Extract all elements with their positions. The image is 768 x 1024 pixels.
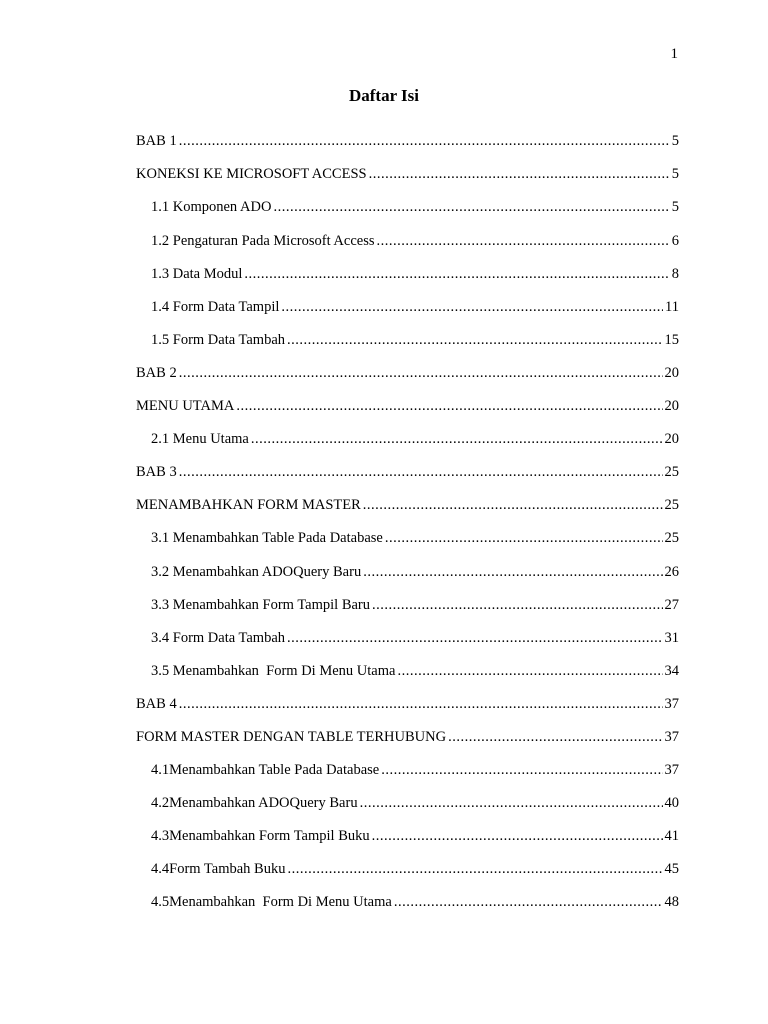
toc-entry-label: Menambahkan Form Tampil Buku xyxy=(169,828,370,845)
toc-entry-label: Menambahkan Form Di Menu Utama xyxy=(169,894,392,911)
toc-entry-label: 1.2 Pengaturan Pada Microsoft Access xyxy=(151,232,375,249)
toc-dot-leader xyxy=(372,598,662,613)
toc-entry[interactable] xyxy=(136,390,679,423)
toc-entry-page: 48 xyxy=(664,894,679,911)
toc-entry-label: 3.3 Menambahkan Form Tampil Baru xyxy=(151,596,371,613)
toc-entry-page: 31 xyxy=(664,629,679,646)
toc-entry[interactable] xyxy=(136,489,679,522)
toc-entry-page: 34 xyxy=(664,662,679,679)
toc-entry-label: 3.4 Form Data Tambah xyxy=(151,629,286,646)
toc-entry-page: 20 xyxy=(664,398,679,415)
toc-dot-leader xyxy=(179,366,663,381)
toc-dot-leader xyxy=(273,200,669,215)
toc-entry-page: 20 xyxy=(664,431,679,448)
toc-entry-label: Menambahkan ADOQuery Baru xyxy=(169,795,358,812)
toc-dot-leader xyxy=(244,267,669,282)
toc-entry-label: KONEKSI KE MICROSOFT ACCESS xyxy=(136,166,367,183)
toc-dot-leader xyxy=(287,631,662,646)
toc-dot-leader xyxy=(377,234,670,249)
toc-entry-page: 5 xyxy=(671,199,679,216)
toc-entry[interactable] xyxy=(136,787,679,820)
toc-entry-page: 5 xyxy=(671,166,679,183)
toc-dot-leader xyxy=(369,167,670,182)
toc-entry-number: 4.2 xyxy=(151,795,170,812)
toc-entry-label: 3.2 Menambahkan ADOQuery Baru xyxy=(151,563,362,580)
toc-dot-leader xyxy=(363,565,662,580)
toc-dot-leader xyxy=(397,664,662,679)
toc-entry-label: 1.3 Data Modul xyxy=(151,265,243,282)
page-number: 1 xyxy=(670,46,678,62)
toc-entry-label: 3.5 Menambahkan Form Di Menu Utama xyxy=(151,662,396,679)
toc-entry[interactable] xyxy=(136,853,679,886)
toc-entry-label: BAB 4 xyxy=(136,695,177,712)
toc-entry-label: 3.1 Menambahkan Table Pada Database xyxy=(151,530,383,547)
toc-dot-leader xyxy=(251,432,663,447)
toc-entry-page: 15 xyxy=(664,331,679,348)
toc-entry-label: BAB 2 xyxy=(136,364,177,381)
toc-entry[interactable] xyxy=(136,555,679,588)
toc-entry[interactable] xyxy=(136,688,679,721)
page-title: Daftar Isi xyxy=(348,86,420,105)
toc-entry-label: BAB 3 xyxy=(136,464,177,481)
toc-entry-page: 25 xyxy=(664,497,679,514)
toc-entry-page: 41 xyxy=(664,828,679,845)
toc-entry[interactable] xyxy=(136,257,679,290)
toc-entry[interactable] xyxy=(136,655,679,688)
toc-entry[interactable] xyxy=(136,423,679,456)
toc-dot-leader xyxy=(179,465,663,480)
toc-entry-page: 40 xyxy=(664,795,679,812)
toc-dot-leader xyxy=(360,796,663,811)
toc-dot-leader xyxy=(281,300,663,315)
toc-dot-leader xyxy=(448,730,662,745)
toc-dot-leader xyxy=(179,134,670,149)
toc-dot-leader xyxy=(381,763,662,778)
toc-entry-label: 1.5 Form Data Tambah xyxy=(151,331,286,348)
toc-entry[interactable] xyxy=(136,125,679,158)
toc-entry-page: 20 xyxy=(664,364,679,381)
toc-entry-label: BAB 1 xyxy=(136,133,177,150)
toc-entry-number: 4.5 xyxy=(151,894,170,911)
toc-entry-number: 4.3 xyxy=(151,828,170,845)
toc-entry-label: Form Tambah Buku xyxy=(169,861,286,878)
toc-entry[interactable] xyxy=(136,820,679,853)
toc-entry-label: 1.4 Form Data Tampil xyxy=(151,298,280,315)
toc-entry-label: Menambahkan Table Pada Database xyxy=(169,762,380,779)
toc-entry[interactable] xyxy=(136,324,679,357)
toc-entry[interactable] xyxy=(136,191,679,224)
toc-dot-leader xyxy=(287,862,662,877)
toc-dot-leader xyxy=(179,697,663,712)
toc-entry-label: FORM MASTER DENGAN TABLE TERHUBUNG xyxy=(136,728,447,745)
toc-dot-leader xyxy=(287,333,662,348)
toc-entry-page: 37 xyxy=(664,728,679,745)
toc-entry[interactable] xyxy=(136,588,679,621)
toc-entry-page: 27 xyxy=(664,596,679,613)
toc-entry-page: 8 xyxy=(671,265,679,282)
toc-entry-page: 26 xyxy=(664,563,679,580)
toc-entry-page: 25 xyxy=(664,464,679,481)
toc-entry[interactable] xyxy=(136,886,679,919)
table-of-contents xyxy=(136,125,679,919)
toc-entry-number: 4.1 xyxy=(151,762,170,779)
toc-dot-leader xyxy=(394,895,663,910)
toc-entry[interactable] xyxy=(136,522,679,555)
toc-entry-page: 25 xyxy=(664,530,679,547)
toc-entry[interactable] xyxy=(136,721,679,754)
toc-entry[interactable] xyxy=(136,158,679,191)
toc-dot-leader xyxy=(363,498,663,513)
toc-entry[interactable] xyxy=(136,754,679,787)
toc-entry[interactable] xyxy=(136,621,679,654)
toc-entry-page: 45 xyxy=(664,861,679,878)
toc-entry-number: 4.4 xyxy=(151,861,170,878)
toc-entry[interactable] xyxy=(136,357,679,390)
toc-entry-label: 2.1 Menu Utama xyxy=(151,431,249,448)
toc-dot-leader xyxy=(385,531,663,546)
toc-entry[interactable] xyxy=(136,290,679,323)
toc-dot-leader xyxy=(372,829,663,844)
toc-entry-label: MENU UTAMA xyxy=(136,398,235,415)
toc-dot-leader xyxy=(236,399,662,414)
toc-entry-label: MENAMBAHKAN FORM MASTER xyxy=(136,497,361,514)
toc-entry[interactable] xyxy=(136,224,679,257)
toc-entry-label: 1.1 Komponen ADO xyxy=(151,199,272,216)
toc-entry-page: 6 xyxy=(671,232,679,249)
toc-entry-page: 5 xyxy=(671,133,679,150)
toc-entry-page: 11 xyxy=(665,298,679,315)
toc-entry[interactable] xyxy=(136,456,679,489)
toc-entry-page: 37 xyxy=(664,695,679,712)
toc-entry-page: 37 xyxy=(664,762,679,779)
